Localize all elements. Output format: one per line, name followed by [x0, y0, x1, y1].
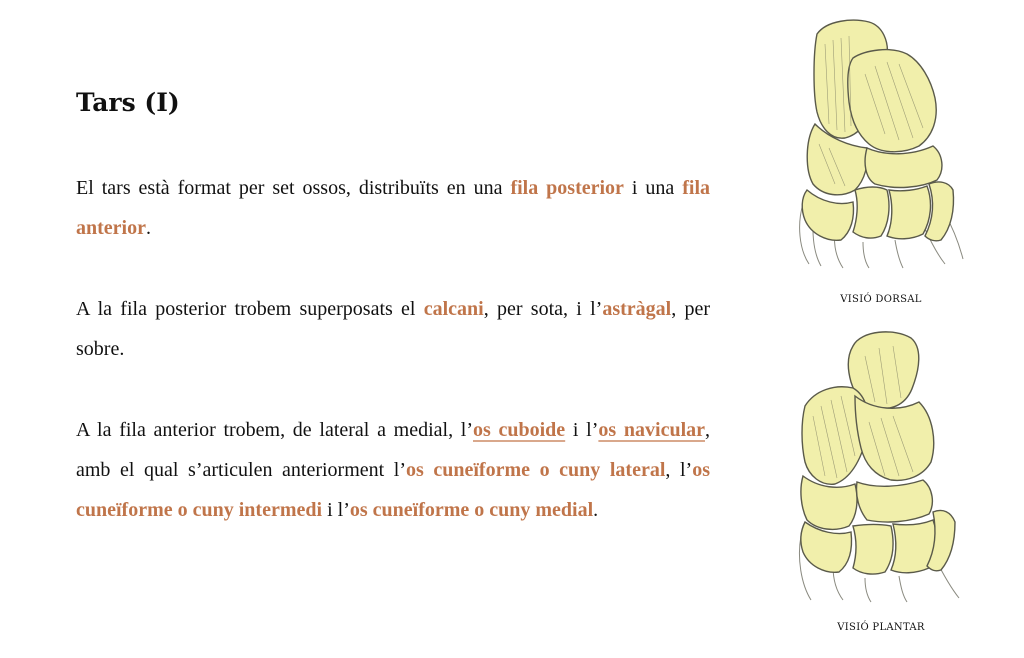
text: i l’ — [322, 499, 350, 521]
term-calcani: calcani — [423, 298, 484, 320]
foot-bones-plantar-icon — [795, 326, 965, 606]
term-cuny-lateral: os cuneïforme o cuny lateral — [406, 459, 666, 481]
link-os-navicular[interactable]: os navicular — [598, 419, 705, 441]
paragraph-anterior-row — [76, 410, 710, 530]
page-title: Tars (I) — [76, 88, 180, 117]
text: i l’ — [565, 419, 599, 441]
paragraph-posterior-row — [76, 289, 710, 369]
caption-dorsal-view: VISIÓ DORSAL — [840, 294, 922, 305]
text: , per sobre. — [76, 298, 711, 360]
text: A la fila anterior trobem, de lateral a medial, l’ — [76, 419, 473, 441]
foot-bones-dorsal-icon — [795, 14, 965, 269]
link-os-cuboide[interactable]: os cuboide — [473, 419, 566, 441]
main-content — [76, 88, 710, 530]
paragraph-tarsus-rows — [76, 168, 710, 248]
text: A la fila posterior trobem superposats el — [76, 298, 424, 320]
text: . — [593, 499, 599, 521]
term-fila-posterior: fila posterior — [510, 177, 624, 199]
text: El tars està format per set ossos, distribuïts en una — [76, 177, 511, 199]
caption-plantar-view: VISIÓ PLANTAR — [837, 622, 925, 633]
term-cuny-intermedi: os cuneïforme o cuny intermedi — [76, 459, 710, 521]
text: i una — [623, 177, 683, 199]
text: , amb el qual s’articulen anteriorment l’ — [76, 419, 710, 481]
term-cuny-medial: os cuneïforme o cuny medial — [349, 499, 594, 521]
text: . — [145, 217, 151, 239]
text: , l’ — [665, 459, 693, 481]
term-fila-anterior: fila anterior — [76, 177, 711, 239]
text: , per sota, i l’ — [483, 298, 603, 320]
term-astragal: astràgal — [602, 298, 672, 320]
